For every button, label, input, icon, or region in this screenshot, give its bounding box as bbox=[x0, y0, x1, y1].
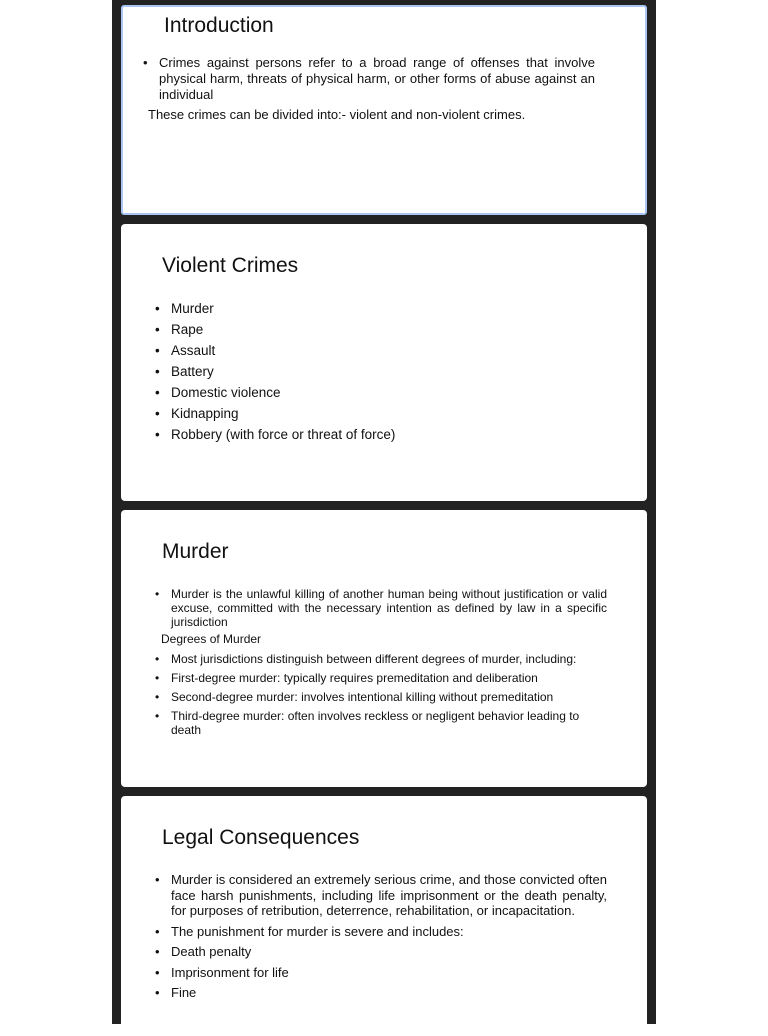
list-item: • First-degree murder: typically requires premeditation and deliberation bbox=[155, 671, 607, 685]
list-item: • Murder is considered an extremely serious crime, and those convicted often face harsh punishments, including life imprisonment or the death penalty, for purposes of retribution, deterrence, rehabilitation, or incapacitation. bbox=[155, 872, 607, 919]
slide-legal-consequences[interactable] bbox=[121, 796, 647, 1036]
list-item: • Third-degree murder: often involves reckless or negligent behavior leading to death bbox=[155, 709, 607, 737]
slide-title: Legal Consequences bbox=[162, 826, 360, 849]
list-item: • Second-degree murder: involves intentional killing without premeditation bbox=[155, 690, 607, 704]
slide-violent-crimes[interactable] bbox=[121, 224, 647, 501]
slide-title: Violent Crimes bbox=[162, 254, 299, 277]
list-item: • Rape bbox=[155, 319, 595, 340]
legal-list bbox=[155, 872, 607, 1001]
list-item: • Domestic violence bbox=[155, 382, 595, 403]
list-item: • Murder is the unlawful killing of another human being without justification or valid excuse, committed with the necessary intention as defined by law in a specific jurisdiction bbox=[155, 587, 607, 629]
intro-note: These crimes can be divided into:- violent and non-violent crimes. bbox=[148, 107, 526, 122]
murder-definition bbox=[155, 587, 607, 629]
intro-bullet: • Crimes against persons refer to a broad range of offenses that involve physical harm, threats of physical harm, or other forms of abuse against an individual bbox=[143, 55, 595, 103]
slide-murder[interactable] bbox=[121, 510, 647, 787]
slide-title: Introduction bbox=[164, 14, 274, 37]
list-item: • Assault bbox=[155, 340, 595, 361]
list-item: • Fine bbox=[155, 985, 607, 1001]
list-item: • Kidnapping bbox=[155, 403, 595, 424]
list-item: • Battery bbox=[155, 361, 595, 382]
list-item: • Death penalty bbox=[155, 944, 607, 960]
slide-introduction[interactable] bbox=[121, 5, 647, 215]
subheading: Degrees of Murder bbox=[161, 632, 262, 646]
list-item: • Robbery (with force or threat of force) bbox=[155, 424, 595, 445]
degrees-list bbox=[155, 652, 607, 737]
list-item: • Imprisonment for life bbox=[155, 965, 607, 981]
intro-bullets bbox=[143, 55, 595, 103]
list-item: • Murder bbox=[155, 298, 595, 319]
slide-title: Murder bbox=[162, 540, 229, 563]
list-item: • The punishment for murder is severe and includes: bbox=[155, 924, 607, 940]
list-item: • Most jurisdictions distinguish between different degrees of murder, including: bbox=[155, 652, 607, 666]
violent-crimes-list bbox=[155, 298, 595, 445]
